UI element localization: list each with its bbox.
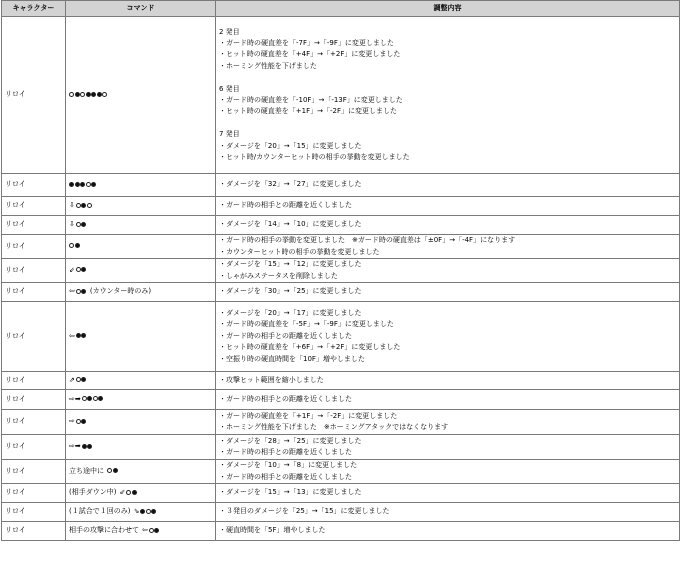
- button-input-icon: [97, 92, 102, 97]
- command-cell: [66, 390, 216, 410]
- details-line: ・ヒット時の硬直差を「+4F」→「+2F」に変更しました: [219, 50, 401, 59]
- details-line: ・ガード時の相手との距離を近くしました: [219, 448, 352, 456]
- table-row: [2, 259, 680, 283]
- direction-arrow-icon: ⇩: [69, 201, 75, 210]
- button-input-icon: [151, 509, 156, 514]
- character-cell: リロイ: [2, 174, 66, 197]
- command-prefix: (１試合で１回のみ): [69, 507, 131, 516]
- details-cell: [216, 17, 680, 174]
- character-cell: リロイ: [2, 259, 66, 283]
- details-line: ・ガード時の硬直差を「-7F」→「-9F」に変更しました: [219, 38, 394, 47]
- details-line: 2 発目: [219, 27, 240, 36]
- direction-arrow-icon: ⇨: [69, 417, 75, 426]
- table-row: [2, 283, 680, 302]
- details-line: ・３発目のダメージを「25」→「15」に変更しました: [219, 507, 390, 516]
- button-input-icon: [81, 267, 86, 272]
- table-row: [2, 410, 680, 435]
- character-cell: リロイ: [2, 484, 66, 503]
- details-cell: [216, 197, 680, 216]
- character-cell: リロイ: [2, 435, 66, 460]
- patch-notes-table: [1, 0, 680, 541]
- details-line: ・ガード時の硬直差を「-5F」→「-9F」に変更しました: [219, 320, 394, 329]
- button-input-icon: [82, 444, 87, 449]
- details-cell: [216, 410, 680, 435]
- header-command: コマンド: [66, 1, 216, 17]
- button-input-icon: [132, 490, 137, 495]
- details-line: ・ダメージを「20」→「15」に変更しました: [219, 141, 362, 150]
- details-line: ・ダメージを「15」→「12」に変更しました: [219, 260, 362, 269]
- table-row: [2, 522, 680, 541]
- direction-arrow-icon: ⇘: [133, 507, 140, 516]
- button-input-icon: [81, 222, 86, 227]
- details-line: ・ダメージを「32」→「27」に変更しました: [219, 180, 362, 189]
- details-cell: [216, 283, 680, 302]
- details-cell: [216, 435, 680, 460]
- button-input-icon: [76, 203, 81, 208]
- command-cell: [66, 410, 216, 435]
- details-line: ・しゃがみステータスを削除しました: [219, 271, 338, 280]
- command-cell: [66, 460, 216, 484]
- command-cell: [66, 216, 216, 235]
- details-line: ・ヒット時の硬直差を「+1F」→「-2F」に変更しました: [219, 107, 398, 116]
- button-input-icon: [76, 222, 81, 227]
- details-line: ・ヒット時/カウンターヒット時の相手の挙動を変更しました: [219, 153, 410, 162]
- button-input-icon: [75, 182, 80, 187]
- command-cell: [66, 372, 216, 390]
- character-cell: リロイ: [2, 283, 66, 302]
- details-line: ・ダメージを「15」→「13」に変更しました: [219, 488, 362, 497]
- direction-arrow-icon: ⇦: [69, 331, 75, 340]
- table-row: [2, 435, 680, 460]
- button-input-icon: [76, 377, 81, 382]
- details-line: ・ガード時の相手との距離を近くしました: [219, 394, 352, 403]
- command-cell: [66, 302, 216, 372]
- button-input-icon: [76, 289, 81, 294]
- details-line: ・ガード時の相手との距離を近くしました: [219, 201, 352, 210]
- command-cell: [66, 235, 216, 259]
- direction-arrow-icon: ⇙: [119, 488, 126, 497]
- character-cell: リロイ: [2, 522, 66, 541]
- button-input-icon: [91, 182, 96, 187]
- details-spacer: [219, 118, 676, 129]
- details-cell: [216, 372, 680, 390]
- details-line: ・ヒット時の硬直差を「+6F」→「+2F」に変更しました: [219, 343, 401, 352]
- button-input-icon: [80, 92, 85, 97]
- details-line: ・ガード時の相手の挙動を変更しました ※ガード時の硬直差は「±0F」→「-4F」になります: [219, 236, 516, 245]
- header-row: [2, 1, 680, 17]
- details-line: ・ホーミング性能を下げました ※ホーミングアタックではなくなります: [219, 423, 449, 431]
- button-input-icon: [93, 396, 98, 401]
- button-input-icon: [154, 528, 159, 533]
- button-input-icon: [102, 92, 107, 97]
- details-line: ・ホーミング性能を下げました: [219, 61, 317, 70]
- direction-arrow-icon: ⇩: [69, 220, 75, 229]
- command-suffix: (カウンター時のみ): [89, 287, 152, 296]
- command-cell: [66, 522, 216, 541]
- command-prefix: 立ち途中に: [69, 466, 104, 475]
- details-cell: [216, 522, 680, 541]
- details-line: 6 発目: [219, 84, 240, 93]
- button-input-icon: [113, 468, 118, 473]
- command-cell: [66, 174, 216, 197]
- button-input-icon: [140, 509, 145, 514]
- button-input-icon: [91, 92, 96, 97]
- button-input-icon: [98, 396, 103, 401]
- details-line: ・空振り時の硬直時間を「10F」増やしました: [219, 354, 365, 363]
- direction-arrow-icon: ⇦: [142, 526, 148, 535]
- direction-arrow-icon: ⇗: [69, 375, 75, 384]
- table-row: [2, 17, 680, 174]
- table-row: [2, 302, 680, 372]
- details-cell: [216, 503, 680, 522]
- button-input-icon: [69, 182, 74, 187]
- button-input-icon: [149, 528, 154, 533]
- details-cell: [216, 460, 680, 484]
- command-prefix: (相手ダウン中): [69, 488, 117, 497]
- button-input-icon: [81, 419, 86, 424]
- button-input-icon: [107, 468, 112, 473]
- table-row: [2, 197, 680, 216]
- details-line: 7 発目: [219, 130, 240, 139]
- button-input-icon: [86, 92, 91, 97]
- button-input-icon: [81, 333, 86, 338]
- direction-arrow-icon: ⇨➡: [69, 394, 81, 403]
- table-row: [2, 460, 680, 484]
- character-cell: リロイ: [2, 503, 66, 522]
- button-input-icon: [69, 243, 74, 248]
- character-cell: リロイ: [2, 372, 66, 390]
- button-input-icon: [87, 396, 92, 401]
- table-row: [2, 372, 680, 390]
- button-input-icon: [146, 509, 151, 514]
- details-cell: [216, 235, 680, 259]
- character-cell: リロイ: [2, 17, 66, 174]
- details-line: ・硬直時間を「5F」増やしました: [219, 526, 326, 535]
- button-input-icon: [80, 182, 85, 187]
- details-line: ・ダメージを「14」→「10」に変更しました: [219, 220, 362, 229]
- table-row: [2, 484, 680, 503]
- details-line: ・攻撃ヒット範囲を縮小しました: [219, 375, 324, 384]
- direction-arrow-icon: ⇙: [69, 265, 75, 274]
- details-cell: [216, 259, 680, 283]
- details-line: ・ダメージを「20」→「17」に変更しました: [219, 308, 362, 317]
- command-cell: [66, 197, 216, 216]
- button-input-icon: [87, 444, 92, 449]
- direction-arrow-icon: ⇦: [69, 287, 75, 296]
- details-line: ・ダメージを「10」→「8」に変更しました: [219, 461, 358, 470]
- button-input-icon: [87, 203, 92, 208]
- details-cell: [216, 174, 680, 197]
- button-input-icon: [126, 490, 131, 495]
- table-body: [2, 17, 680, 541]
- table-row: [2, 503, 680, 522]
- character-cell: リロイ: [2, 197, 66, 216]
- button-input-icon: [76, 419, 81, 424]
- details-cell: [216, 302, 680, 372]
- command-cell: [66, 484, 216, 503]
- character-cell: リロイ: [2, 302, 66, 372]
- button-input-icon: [76, 267, 81, 272]
- header-character: キャラクター: [2, 1, 66, 17]
- details-cell: [216, 390, 680, 410]
- button-input-icon: [69, 92, 74, 97]
- table-row: [2, 174, 680, 197]
- command-cell: [66, 503, 216, 522]
- details-line: ・ガード時の相手との距離を近くしました: [219, 331, 352, 340]
- character-cell: リロイ: [2, 410, 66, 435]
- details-line: ・ガード時の相手との距離を近くしました: [219, 472, 352, 481]
- button-input-icon: [82, 396, 87, 401]
- character-cell: リロイ: [2, 460, 66, 484]
- command-cell: [66, 259, 216, 283]
- details-line: ・ガード時の硬直差を「-10F」→「-13F」に変更しました: [219, 96, 403, 104]
- details-line: ・ダメージを「28」→「25」に変更しました: [219, 436, 362, 445]
- header-details: 調整内容: [216, 1, 680, 17]
- button-input-icon: [81, 289, 86, 294]
- button-input-icon: [86, 182, 91, 187]
- table-row: [2, 235, 680, 259]
- table-row: [2, 216, 680, 235]
- character-cell: リロイ: [2, 235, 66, 259]
- details-spacer: [219, 72, 676, 83]
- character-cell: リロイ: [2, 390, 66, 410]
- button-input-icon: [75, 243, 80, 248]
- button-input-icon: [81, 377, 86, 382]
- details-cell: [216, 484, 680, 503]
- command-cell: [66, 283, 216, 302]
- button-input-icon: [75, 92, 80, 97]
- details-line: ・ダメージを「30」→「25」に変更しました: [219, 287, 362, 296]
- table-row: [2, 390, 680, 410]
- details-line: ・ガード時の硬直差を「+1F」→「-2F」に変更しました: [219, 411, 398, 420]
- direction-arrow-icon: ⇨➡: [69, 442, 81, 451]
- details-line: ・カウンターヒット時の相手の挙動を変更しました: [219, 247, 380, 256]
- button-input-icon: [81, 203, 86, 208]
- details-cell: [216, 216, 680, 235]
- button-input-icon: [76, 333, 81, 338]
- command-prefix: 相手の攻撃に合わせて: [69, 526, 139, 535]
- command-cell: [66, 17, 216, 174]
- character-cell: リロイ: [2, 216, 66, 235]
- command-cell: [66, 435, 216, 460]
